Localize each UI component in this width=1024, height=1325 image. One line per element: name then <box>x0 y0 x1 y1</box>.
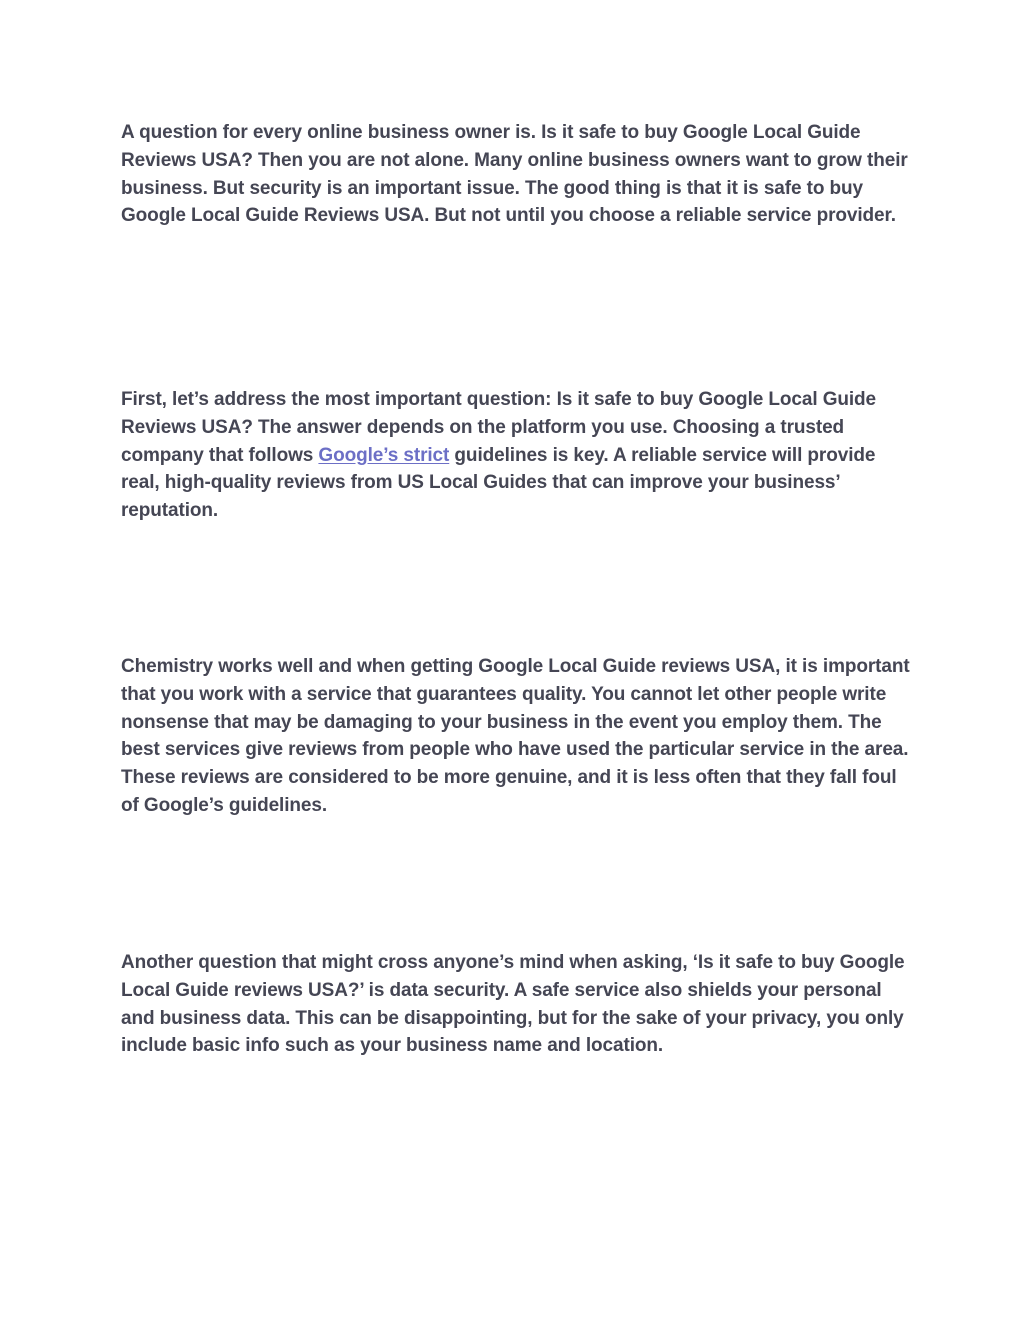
paragraph-2-text-before-link: First, let’s address the most important question: Is it safe to buy Google Local Guide Reviews USA? The answer depends on the platform you use. Choosing a trusted company that follows <box>121 389 877 466</box>
paragraph-1: A question for every online business owner is. Is it safe to buy Google Local Guide Reviews USA? Then you are not alone. Many online business owners want to grow their business. But security is an important issue. The good thing is that it is safe to buy Google Local Guide Reviews USA. But not until you choose a reliable service provider. <box>121 122 908 227</box>
paragraph-3: Chemistry works well and when getting Google Local Guide reviews USA, it is important that you work with a service that guarantees quality. You cannot let other people write nonsense that may be damaging to your business in the event you employ them. The best services give reviews from people who have used the particular service in the area. These reviews are considered to be more genuine, and it is less often that they fall foul of Google’s guidelines. <box>121 656 910 816</box>
paragraph-2 <box>121 386 911 525</box>
paragraph-4: Another question that might cross anyone’s mind when asking, ‘Is it safe to buy Google Local Guide reviews USA?’ is data security. A safe service also shields your personal and business data. This can be disappointing, but for the sake of your privacy, you only include basic info such as your business name and location. <box>121 952 905 1057</box>
paragraph-2-text-after-link: guidelines is key. A reliable service will provide real, high-quality reviews from US Local Guides that can improve your business’ reputation. <box>121 444 876 522</box>
googles-strict-link[interactable]: Google’s strict <box>318 444 450 466</box>
